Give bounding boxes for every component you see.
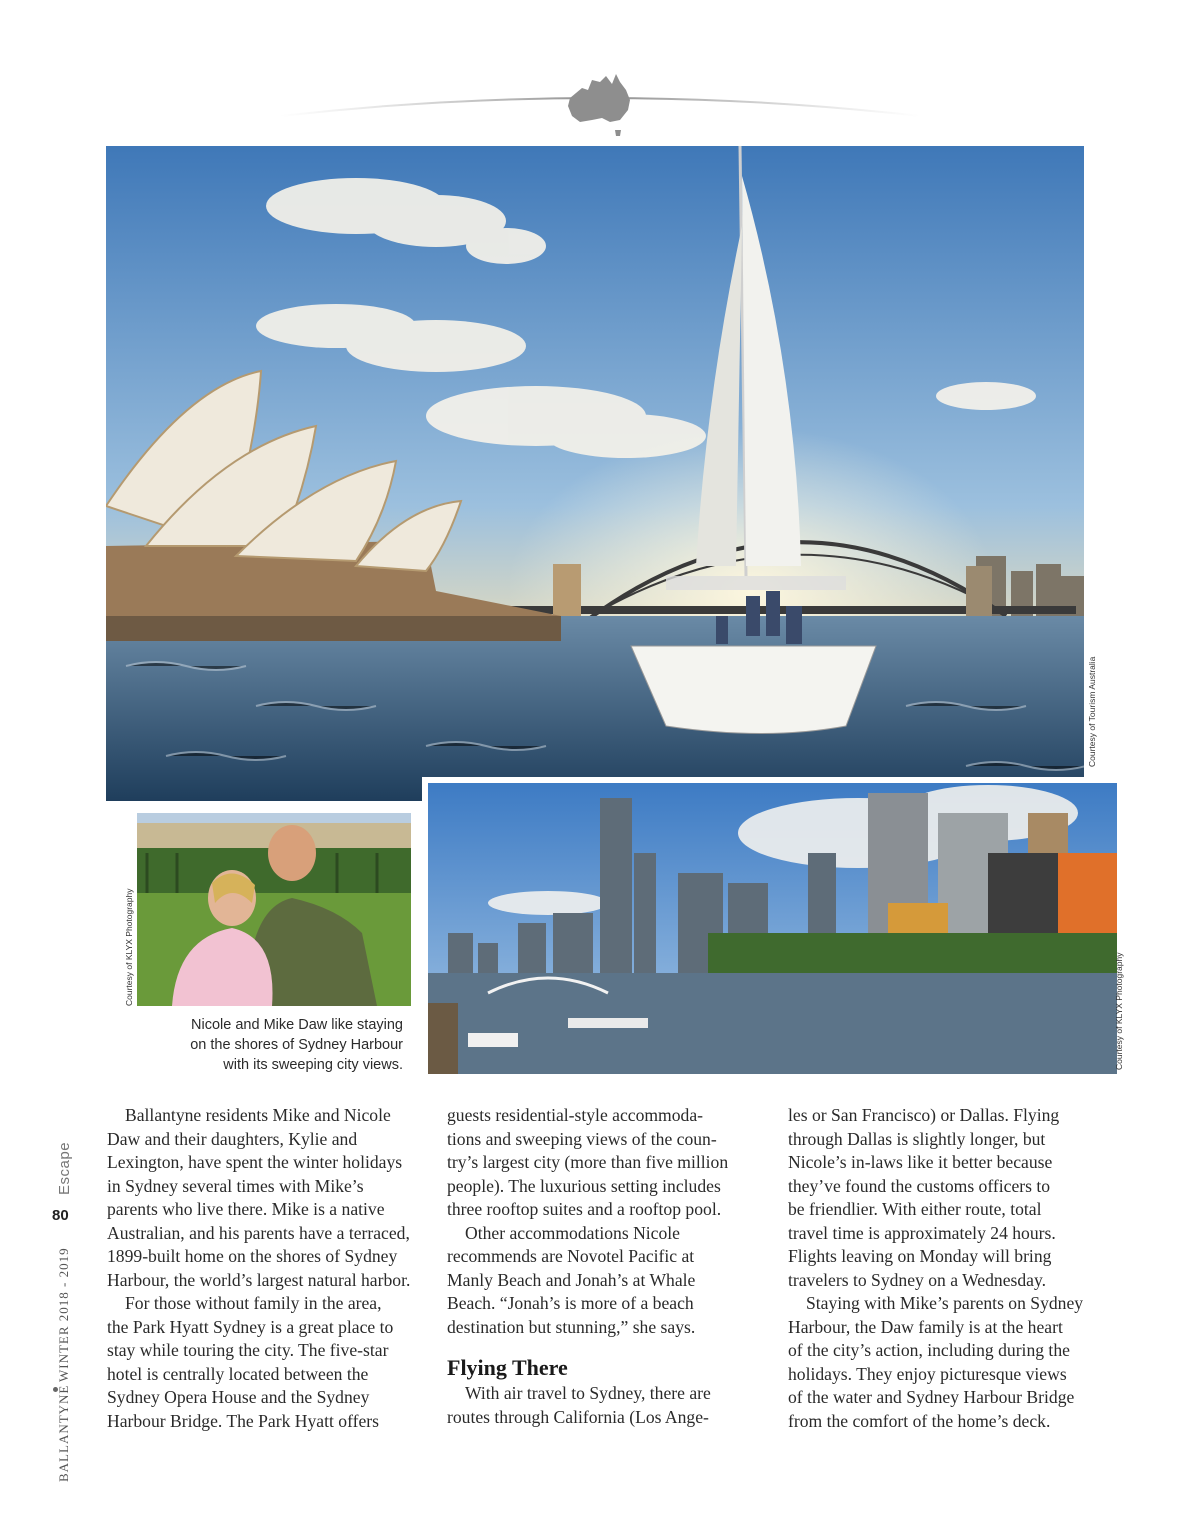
caption-line: on the shores of Sydney Harbour — [190, 1037, 403, 1053]
text-line: routes through California (Los Ange- — [447, 1406, 709, 1427]
paragraph — [447, 1245, 747, 1339]
text-line: Staying with Mike’s parents on Sydney — [806, 1293, 1084, 1313]
text-line: With air travel to Sydney, there are — [465, 1383, 711, 1403]
article-column-2 — [447, 1104, 747, 1429]
paragraph — [107, 1128, 411, 1293]
text-line: through Dallas is slightly longer, but — [788, 1128, 1046, 1149]
text-line: Harbour, the world’s largest natural harbor. — [107, 1269, 411, 1290]
text-line: guests residential-style accommoda- — [447, 1105, 704, 1125]
page-number: 80 — [52, 1207, 69, 1224]
text-line: Daw and their daughters, Kylie and — [107, 1128, 358, 1149]
sydney-harbour-photo — [106, 146, 1084, 801]
text-line: Beach. “Jonah’s is more of a beach — [447, 1293, 694, 1313]
caption-line: Nicole and Mike Daw like staying — [191, 1017, 403, 1033]
text-line: the Park Hyatt Sydney is a great place to — [107, 1316, 394, 1337]
text-line: For those without family in the area, — [125, 1293, 382, 1313]
text-line: Harbour Bridge. The Park Hyatt offers — [107, 1410, 379, 1431]
photo-credit-tourism: Courtesy of Tourism Australia — [1087, 656, 1097, 767]
text-line: recommends are Novotel Pacific at — [447, 1246, 695, 1266]
text-line: of the water and Sydney Harbour Bridge — [788, 1387, 1075, 1407]
text-line: hotel is centrally located between the — [107, 1363, 369, 1384]
photo-credit-couple: Courtesy of KLYX Photography — [124, 888, 134, 1006]
text-line: Ballantyne residents Mike and Nicole — [125, 1105, 391, 1125]
text-line: Australian, and his parents have a terraced, — [107, 1222, 410, 1243]
section-label: Escape — [56, 1141, 73, 1195]
text-line: holidays. They enjoy picturesque views — [788, 1363, 1067, 1384]
text-line: Sydney Opera House and the Sydney — [107, 1387, 370, 1407]
text-line: Flights leaving on Monday will bring — [788, 1246, 1052, 1266]
text-line: les or San Francisco) or Dallas. Flying — [788, 1105, 1060, 1125]
text-line: Nicole’s in-laws like it better because — [788, 1152, 1053, 1172]
paragraph — [107, 1104, 407, 1128]
text-line: three rooftop suites and a rooftop pool. — [447, 1199, 722, 1219]
text-line: 1899-built home on the shores of Sydney — [107, 1246, 398, 1266]
text-line: they’ve found the customs officers to — [788, 1175, 1051, 1196]
subheading: Flying There — [447, 1355, 568, 1380]
text-line: be friendlier. With either route, total — [788, 1199, 1042, 1219]
paragraph — [447, 1222, 747, 1246]
australia-map-icon — [568, 74, 630, 136]
paragraph — [447, 1382, 747, 1406]
paragraph — [788, 1316, 1088, 1434]
issue-label: WINTER 2018 - 2019 — [56, 1247, 71, 1382]
text-line: travelers to Sydney on a Wednesday. — [788, 1269, 1047, 1290]
caption-line: with its sweeping city views. — [223, 1057, 403, 1073]
text-line: from the comfort of the home’s deck. — [788, 1410, 1051, 1431]
text-line: Manly Beach and Jonah’s at Whale — [447, 1269, 696, 1290]
text-line: of the city’s action, including during the — [788, 1340, 1070, 1360]
paragraph — [447, 1406, 747, 1430]
magazine-name: BALLANTYNE — [56, 1384, 71, 1482]
text-line: travel time is approximately 24 hours. — [788, 1222, 1056, 1243]
text-line: tions and sweeping views of the coun- — [447, 1128, 717, 1149]
text-line: destination but stunning,” she says. — [447, 1316, 696, 1337]
text-line: try’s largest city (more than five million — [447, 1152, 729, 1172]
paragraph — [107, 1292, 407, 1316]
photo-caption — [140, 1015, 403, 1075]
header-ornament — [270, 60, 930, 140]
paragraph — [107, 1316, 407, 1434]
text-line: Other accommodations Nicole — [465, 1222, 680, 1243]
article-column-3 — [788, 1104, 1088, 1433]
text-line: in Sydney several times with Mike’s — [107, 1175, 364, 1196]
text-line: people). The luxurious setting includes — [447, 1175, 721, 1196]
text-line: Harbour, the Daw family is at the heart — [788, 1316, 1063, 1337]
text-line: Lexington, have spent the winter holidays — [107, 1152, 403, 1172]
paragraph — [447, 1104, 747, 1222]
photo-credit-city: Courtesy of KLYX Photography — [1114, 952, 1124, 1070]
article-column-1 — [107, 1104, 411, 1433]
text-line: parents who live there. Mike is a native — [107, 1199, 385, 1219]
paragraph — [788, 1292, 1088, 1316]
couple-photo — [137, 813, 411, 1006]
paragraph — [788, 1104, 1088, 1292]
city-river-photo — [422, 777, 1117, 1074]
text-line: stay while touring the city. The five-star — [107, 1340, 389, 1360]
